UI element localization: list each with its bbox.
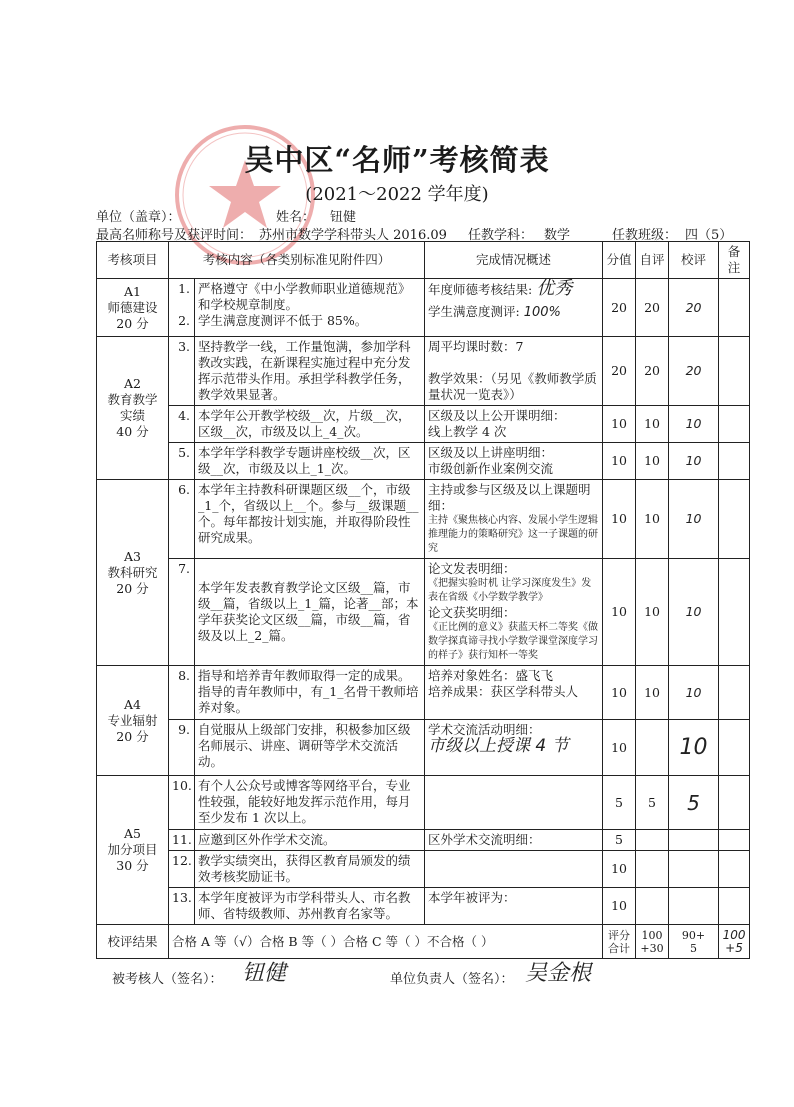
- result-label: 校评结果: [97, 925, 169, 959]
- handwritten-result: 优秀: [536, 278, 573, 299]
- class-label: 任教班级：: [612, 228, 678, 243]
- review-value: [669, 851, 719, 888]
- item-text: 坚持教学一线，工作量饱满，参加学科教改实践，在新课程实施过程中充分发挥示范带头作用。承担学科教学任务，教学效果显著。: [195, 337, 425, 406]
- item-text: 本学年发表教育教学论文区级__篇，市级__篇，省级以上_1_篇，论著__部；本学年获奖论文区级__篇，市级__篇，省级及以上_2_篇。: [195, 559, 425, 666]
- item-text: 应邀到区外作学术交流。: [195, 830, 425, 851]
- summary-text: [425, 776, 603, 830]
- score-value: 10: [603, 559, 636, 666]
- review-value: 5: [669, 776, 719, 830]
- header-note: 备注: [719, 242, 750, 279]
- review-value: 10: [669, 480, 719, 559]
- item-num: 2.: [178, 313, 190, 328]
- self-value: 5: [636, 776, 669, 830]
- item-num: 8.: [169, 666, 195, 720]
- subject-value: 数学: [544, 228, 571, 243]
- review-value: 10: [669, 406, 719, 443]
- subject-label: 任教学科：: [468, 228, 534, 243]
- score-value: 5: [603, 776, 636, 830]
- leader-label: 单位负责人（签名）：: [390, 972, 514, 987]
- item-text: 本学年学科教学专题讲座校级__次，区级__次，市级及以上_1_次。: [195, 443, 425, 480]
- item-text: 本学年主持教科研课题区级__个，市级_1_个，省级以上__个。参与__级课题__个。每年都按计划实施，并取得阶段性研究成果。: [195, 480, 425, 559]
- review-value: 10: [669, 720, 719, 776]
- a1-label: A1 师德建设 20 分: [97, 279, 169, 337]
- item-text: 本学年公开教学校级__次，片级__次，区级__次，市级及以上_4_次。: [195, 406, 425, 443]
- score-value: 10: [603, 720, 636, 776]
- item-num: 1.: [178, 281, 190, 296]
- total-self: 90+ 5: [669, 925, 719, 959]
- self-value: 20: [636, 279, 669, 337]
- self-value: [636, 888, 669, 925]
- item-text: 指导和培养青年教师取得一定的成果。指导的青年教师中，有_1_名骨干教师培养对象。: [195, 666, 425, 720]
- summary-label: 学生满意度测评:: [428, 304, 520, 319]
- handwritten-result: 100%: [523, 305, 561, 320]
- header-review: 校评: [669, 242, 719, 279]
- summary-text: 论文获奖明细：: [428, 605, 516, 620]
- honor-value: 苏州市数学学科带头人 2016.09: [259, 228, 447, 243]
- self-value: 10: [636, 480, 669, 559]
- self-value: [636, 830, 669, 851]
- document-title: 吴中区“名师”考核简表: [244, 143, 550, 177]
- header-item: 考核项目: [97, 242, 169, 279]
- score-value: 20: [603, 337, 636, 406]
- summary-text: 培养对象姓名：盛飞飞 培养成果：获区学科带头人: [425, 666, 603, 720]
- score-value: 20: [603, 279, 636, 337]
- a3-label: A3 教科研究 20 分: [97, 480, 169, 666]
- total-label: 评分合计: [603, 925, 636, 959]
- item-num: 9.: [169, 720, 195, 776]
- score-value: 5: [603, 830, 636, 851]
- summary-text: [425, 851, 603, 888]
- item-text: 教学实绩突出，获得区教育局颁发的绩效考核奖励证书。: [195, 851, 425, 888]
- item-num: 3.: [169, 337, 195, 406]
- review-value: 10: [669, 559, 719, 666]
- name-value: 钮健: [330, 210, 357, 225]
- a5-label: A5 加分项目 30 分: [97, 776, 169, 925]
- summary-text: 主持或参与区级及以上课题明细：: [428, 482, 591, 513]
- item-num: 10.: [169, 776, 195, 830]
- review-value: 10: [669, 443, 719, 480]
- item-num: 12.: [169, 851, 195, 888]
- item-num: 5.: [169, 443, 195, 480]
- item-text: 自觉服从上级部门安排，积极参加区级名师展示、讲座、调研等学术交流活动。: [195, 720, 425, 776]
- a4-label: A4 专业辐射 20 分: [97, 666, 169, 776]
- item-num: 6.: [169, 480, 195, 559]
- leader-signature: 吴金根: [525, 961, 592, 986]
- review-value: [669, 830, 719, 851]
- item-text: 有个人公众号或博客等网络平台，专业性较强，能较好地发挥示范作用，每月至少发布 1 次以上。: [195, 776, 425, 830]
- self-value: [636, 851, 669, 888]
- unit-label: 单位（盖章）：: [96, 210, 181, 225]
- header-summary: 完成情况概述: [425, 242, 603, 279]
- item-text: 学生满意度测评不低于 85%。: [198, 313, 368, 328]
- score-value: 10: [603, 851, 636, 888]
- summary-detail: 《正比例的意义》获蓝天杯二等奖《做数学探真谛寻找小学数学课堂深度学习的样子》获行知杯一等奖: [428, 622, 599, 661]
- header-score: 分值: [603, 242, 636, 279]
- self-value: 20: [636, 337, 669, 406]
- summary-text: 学术交流活动明细：: [428, 722, 541, 737]
- summary-text: 区级及以上讲座明细： 市级创新作业案例交流: [425, 443, 603, 480]
- name-label: 姓名：: [276, 210, 316, 225]
- score-value: 10: [603, 406, 636, 443]
- summary-detail: 《把握实验时机 让学习深度发生》发表在省级《小学数学教学》: [428, 578, 592, 603]
- assessment-table: [96, 241, 750, 959]
- result-options: 合格 A 等（√）合格 B 等（ ）合格 C 等（ ）不合格（ ）: [169, 925, 603, 959]
- review-value: [669, 888, 719, 925]
- header-self: 自评: [636, 242, 669, 279]
- summary-text: 区外学术交流明细：: [425, 830, 603, 851]
- a2-label: A2 教育教学 实绩 40 分: [97, 337, 169, 480]
- review-value: 20: [669, 279, 719, 337]
- self-value: 10: [636, 443, 669, 480]
- assessee-signature: 钮健: [242, 961, 287, 986]
- handwritten-detail: 市级以上授课 4 节: [428, 736, 569, 756]
- self-value: 10: [636, 666, 669, 720]
- item-num: 13.: [169, 888, 195, 925]
- review-value: 10: [669, 666, 719, 720]
- score-value: 10: [603, 443, 636, 480]
- class-value: 四（5）: [685, 228, 733, 243]
- item-num: 7.: [169, 559, 195, 666]
- review-value: 20: [669, 337, 719, 406]
- item-num: 4.: [169, 406, 195, 443]
- self-value: 10: [636, 406, 669, 443]
- document-subtitle: (2021～2022 学年度): [305, 184, 489, 205]
- score-value: 10: [603, 480, 636, 559]
- summary-text: 本学年被评为：: [425, 888, 603, 925]
- score-value: 10: [603, 666, 636, 720]
- summary-label: 年度师德考核结果:: [428, 282, 533, 297]
- summary-detail: 主持《聚焦核心内容、发展小学生逻辑推理能力的策略研究》这一子课题的研究: [428, 515, 599, 554]
- summary-text: 周平均课时数：7 教学效果：（另见《教师教学质量状况一览表》）: [425, 337, 603, 406]
- summary-text: 论文发表明细：: [428, 561, 516, 576]
- header-content: 考核内容（各类别标准见附件四）: [169, 242, 425, 279]
- item-text: 严格遵守《中小学教师职业道德规范》和学校规章制度。: [198, 281, 411, 312]
- self-value: [636, 720, 669, 776]
- score-value: 10: [603, 888, 636, 925]
- total-review: 100 +5: [719, 925, 750, 959]
- honor-label: 最高名师称号及获评时间：: [96, 228, 253, 243]
- item-text: 本学年度被评为市学科带头人、市名教师、省特级教师、苏州教育名家等。: [195, 888, 425, 925]
- self-value: 10: [636, 559, 669, 666]
- total-score: 100 +30: [636, 925, 669, 959]
- item-num: 11.: [169, 830, 195, 851]
- summary-text: 区级及以上公开课明细： 线上教学 4 次: [425, 406, 603, 443]
- assessee-label: 被考核人（签名）：: [112, 972, 223, 987]
